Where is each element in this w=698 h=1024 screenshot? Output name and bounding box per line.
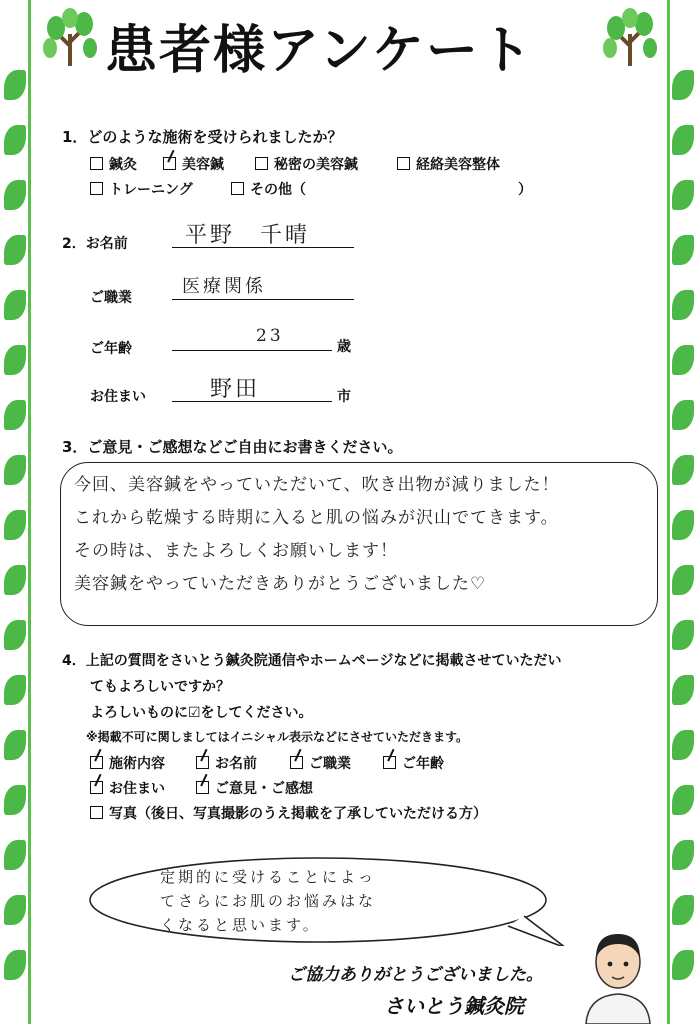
- option-biyoshin[interactable]: 美容鍼: [163, 154, 224, 174]
- leaf-icon: [4, 895, 26, 925]
- leaf-icon: [672, 125, 694, 155]
- question-4-instruction: よろしいものに☑をしてください。: [90, 705, 313, 721]
- leaf-icon: [4, 400, 26, 430]
- right-border-line: [667, 0, 670, 1024]
- option-training[interactable]: トレーニング: [90, 179, 193, 199]
- bubble-line-3: くなると思います。: [160, 916, 321, 934]
- leaf-icon: [672, 235, 694, 265]
- checkbox[interactable]: [397, 157, 410, 170]
- leaf-icon: [672, 730, 694, 760]
- leaf-icon: [4, 620, 26, 650]
- address-label: お住まい: [90, 389, 146, 405]
- option-secret-biyoshin[interactable]: 秘密の美容鍼: [255, 154, 358, 174]
- leaf-icon: [672, 950, 694, 980]
- age-line: [172, 350, 332, 351]
- option-shinkyu[interactable]: 鍼灸: [90, 154, 137, 174]
- bubble-line-1: 定期的に受けることによっ: [160, 868, 377, 886]
- leaf-icon: [672, 565, 694, 595]
- checkbox[interactable]: [90, 182, 103, 195]
- checkbox[interactable]: [255, 157, 268, 170]
- tree-icon: [598, 6, 662, 70]
- leaf-icon: [4, 345, 26, 375]
- checkbox[interactable]: [90, 157, 103, 170]
- leaf-icon: [672, 840, 694, 870]
- comment-line-1: 今回、美容鍼をやっていただいて、吹き出物が減りました！: [74, 475, 560, 495]
- address-unit: 市: [337, 389, 351, 405]
- option-other-close: ）: [518, 182, 532, 198]
- leaf-icon: [4, 70, 26, 100]
- publish-treatment[interactable]: 施術内容: [90, 753, 165, 773]
- publish-age[interactable]: ご年齢: [383, 753, 444, 773]
- age-label: ご年齢: [90, 341, 132, 357]
- address-value: 野田: [210, 377, 261, 402]
- leaf-icon: [4, 950, 26, 980]
- page-title: 患者様アンケート: [105, 21, 534, 81]
- clinic-name: さいとう鍼灸院: [384, 994, 524, 1018]
- leaf-icon: [672, 180, 694, 210]
- leaf-icon: [672, 675, 694, 705]
- name-value: 平野 千晴: [185, 223, 311, 248]
- thanks-text: ご協力ありがとうございました。: [288, 965, 543, 985]
- job-value: 医療関係: [182, 276, 266, 297]
- checkbox-checked[interactable]: [196, 756, 209, 769]
- leaf-icon: [4, 730, 26, 760]
- leaf-icon: [4, 675, 26, 705]
- name-line: [172, 247, 354, 248]
- bubble-line-2: てさらにお肌のお悩みはな: [160, 892, 377, 910]
- left-border-line: [28, 0, 31, 1024]
- question-3: 3．ご意見・ご感想などご自由にお書きください。: [62, 438, 403, 456]
- leaf-icon: [672, 510, 694, 540]
- leaf-icon: [4, 565, 26, 595]
- leaf-icon: [672, 345, 694, 375]
- publish-photo[interactable]: 写真（後日、写真撮影のうえ掲載を了承していただける方）: [90, 803, 487, 823]
- comment-line-2: これから乾燥する時期に入ると肌の悩みが沢山でてきます。: [74, 508, 559, 528]
- leaf-icon: [672, 785, 694, 815]
- question-1: 1．どのような施術を受けられましたか？: [62, 128, 343, 146]
- checkbox-checked[interactable]: [383, 756, 396, 769]
- question-4-note: ※掲載不可に関しましてはイニシャル表示などにさせていただきます。: [86, 730, 468, 744]
- leaf-icon: [4, 290, 26, 320]
- question-4-line-1: 4．上記の質問をさいとう鍼灸院通信やホームページなどに掲載させていただい: [62, 653, 562, 669]
- left-leaf-border: [0, 0, 40, 1024]
- checkbox-checked[interactable]: [90, 781, 103, 794]
- leaf-icon: [672, 455, 694, 485]
- leaf-icon: [672, 620, 694, 650]
- checkbox-checked[interactable]: [163, 157, 176, 170]
- question-4-line-2: てもよろしいですか？: [90, 679, 230, 695]
- checkbox[interactable]: [231, 182, 244, 195]
- leaf-icon: [672, 290, 694, 320]
- staff-avatar: [578, 922, 658, 1024]
- age-value: 23: [256, 326, 284, 346]
- address-line: [172, 401, 332, 402]
- tree-icon: [38, 6, 102, 70]
- checkbox-checked[interactable]: [90, 756, 103, 769]
- name-label: 2．お名前: [62, 236, 128, 252]
- checkbox-checked[interactable]: [196, 781, 209, 794]
- right-leaf-border: [658, 0, 698, 1024]
- leaf-icon: [4, 510, 26, 540]
- checkbox-checked[interactable]: [290, 756, 303, 769]
- checkbox[interactable]: [90, 806, 103, 819]
- leaf-icon: [4, 235, 26, 265]
- option-keiraku[interactable]: 経絡美容整体: [397, 154, 500, 174]
- age-unit: 歳: [337, 339, 351, 355]
- publish-job[interactable]: ご職業: [290, 753, 351, 773]
- comment-line-4: 美容鍼をやっていただきありがとうございました♡: [74, 574, 487, 594]
- option-other[interactable]: その他（: [231, 179, 306, 199]
- leaf-icon: [672, 895, 694, 925]
- leaf-icon: [672, 70, 694, 100]
- publish-address[interactable]: お住まい: [90, 778, 165, 798]
- publish-comment[interactable]: ご意見・ご感想: [196, 778, 313, 798]
- leaf-icon: [4, 180, 26, 210]
- job-line: [172, 299, 354, 300]
- leaf-icon: [4, 785, 26, 815]
- publish-name[interactable]: お名前: [196, 753, 257, 773]
- job-label: ご職業: [90, 290, 132, 306]
- leaf-icon: [4, 455, 26, 485]
- comment-line-3: その時は、またよろしくお願いします！: [74, 541, 398, 561]
- leaf-icon: [672, 400, 694, 430]
- leaf-icon: [4, 125, 26, 155]
- leaf-icon: [4, 840, 26, 870]
